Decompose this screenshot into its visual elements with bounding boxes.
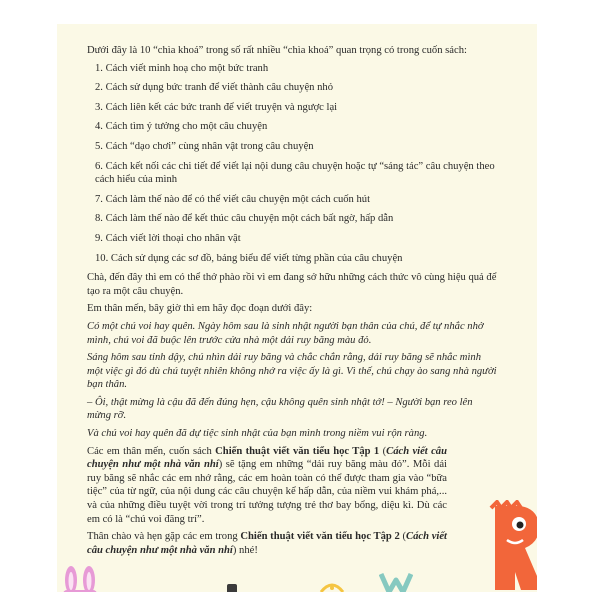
teal-letter-illustration [379, 572, 413, 592]
story-paragraph: Sáng hôm sau tỉnh dậy, chú nhìn dải ruy băng và chắc chắn rằng, dải ruy băng sẽ nhắc mình một việc gì đó dù chú tuyệt nhiên không nhớ ra việc ấy là gì. Vì thế, chú chạy ào sang nhà người bạn thân. [87, 352, 497, 391]
list-item: 9. Cách viết lời thoại cho nhân vật [95, 232, 241, 244]
list-item: 10. Cách sử dụng các sơ đồ, bảng biểu để viết từng phần của câu chuyện [95, 252, 403, 264]
paragraph-farewell [87, 530, 447, 557]
intro-paragraph: Dưới đây là 10 “chìa khoá” trong số rất nhiều “chìa khoá” quan trọng có trong cuốn sách: [87, 45, 467, 56]
dark-shape-illustration [225, 582, 239, 592]
list-item: 7. Cách làm thế nào để có thể viết câu chuyện một cách cuốn hút [95, 193, 371, 205]
list-item: 8. Cách làm thế nào để kết thúc câu chuyện một cách bất ngờ, hấp dẫn [95, 213, 394, 225]
list-item: 1. Cách viết minh hoạ cho một bức tranh [95, 62, 269, 74]
list-item: 4. Cách tìm ý tưởng cho một câu chuyện [95, 121, 268, 133]
story-paragraph: Có một chú voi hay quên. Ngày hôm sau là sinh nhật người bạn thân của chú, để tự nhắc nhở mình, chú voi đã buộc lên trước cửa nhà một dải ruy băng màu đỏ. [87, 320, 484, 346]
letter-r-monster-illustration [489, 500, 537, 592]
story-paragraph: – Ôi, thật mừng là cậu đã đến đúng hẹn, cậu không quên sinh nhật tớ! – Người bạn reo lên mừng rỡ. [87, 396, 473, 422]
bunny-illustration [57, 566, 107, 592]
page-text [87, 44, 497, 561]
book-title: Chiến thuật viết văn tiểu học Tập 1 [215, 445, 380, 457]
book-subtitle: Cách viết câu chuyện như một nhà văn nhí [87, 531, 447, 556]
yellow-shape-illustration [319, 580, 345, 592]
list-item: 2. Cách sử dụng bức tranh để viết thành câu chuyện nhỏ [95, 82, 334, 94]
book-subtitle: Cách viết câu chuyện như một nhà văn nhí [87, 445, 447, 471]
list-item: 5. Cách “dạo chơi” cùng nhân vật trong câu chuyện [95, 140, 314, 152]
text-run: ( [399, 531, 407, 543]
list-item: 3. Cách liên kết các bức tranh để viết truyện và ngược lại [95, 101, 338, 113]
list-item: 6. Cách kết nối các chi tiết để viết lại nội dung câu chuyện hoặc tự “sáng tác” câu chuyện theo cách hiểu của mình [95, 160, 495, 186]
book-page [57, 24, 537, 592]
story-paragraph: Và chú voi hay quên đã dự tiệc sinh nhật của bạn mình trong niềm vui rộn ràng. [87, 428, 428, 440]
paragraph-book-gift [87, 445, 447, 527]
book-title: Chiến thuật viết văn tiểu học Tập 2 [240, 531, 400, 543]
text-run: Các em thân mến, cuốn sách [87, 445, 216, 457]
text-run: ) sẽ tặng em những “dải ruy băng màu đỏ”. Mỗi dải ruy băng sẽ nhắc các em nhớ rằng, các em hoàn toàn có thể được tham gia vào “bữa tiệc” của từ ngữ, của nội dung các câu chuyện kể hấp dẫn, của niềm vui khám phá,... và của những điều tuyệt vời trong trí tưởng tượng trẻ thơ bay bổng, diệu kì. Dù các em có là “chú voi đãng trí”. [87, 459, 447, 525]
text-run: Thân chào và hẹn gặp các em trong [87, 531, 241, 543]
text-run: ( [379, 445, 387, 457]
text-run: ) nhé! [232, 544, 258, 556]
paragraph-read-prompt: Em thân mến, bây giờ thì em hãy đọc đoạn dưới đây: [87, 303, 313, 315]
paragraph-relief: Chà, đến đây thì em có thể thở phào rồi vì em đang sở hữu những cách thức vô cùng hiệu quả để tạo ra một câu chuyện. [87, 272, 497, 297]
